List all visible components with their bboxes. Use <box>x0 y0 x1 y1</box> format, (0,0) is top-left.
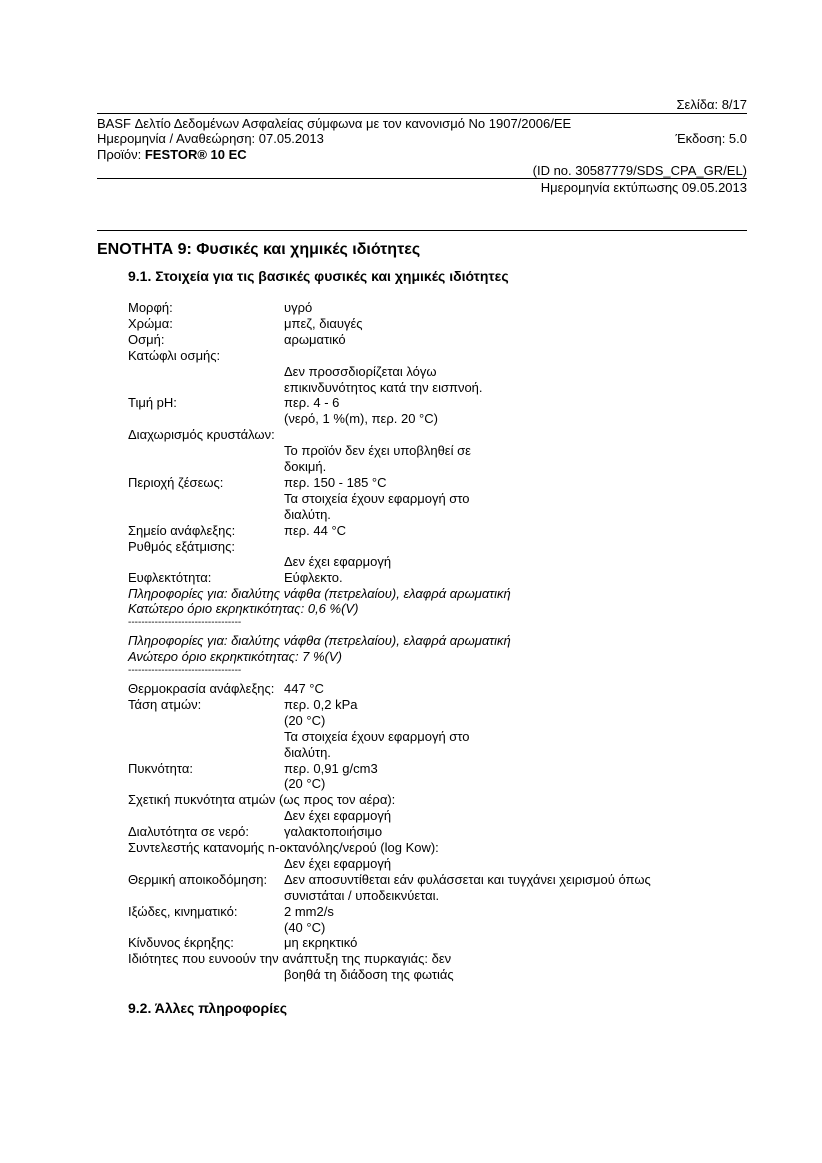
document-title: BASF Δελτίο Δεδομένων Ασφαλείας σύμφωνα με τον κανονισμό Νο 1907/2006/ΕΕ <box>97 116 572 131</box>
property-label: Περιοχή ζέσεως: <box>128 474 224 490</box>
property-label: Ιδιότητες που ευνοούν την ανάπτυξη της πυρκαγιάς: δεν <box>128 951 452 967</box>
property-row <box>128 792 748 808</box>
property-row <box>128 427 748 443</box>
property-row <box>128 904 748 920</box>
property-row <box>128 776 748 792</box>
property-label: Τιμή pH: <box>128 395 177 411</box>
property-value: Δεν έχει εφαρμογή <box>284 554 392 570</box>
property-row <box>128 697 748 713</box>
property-value: Δεν έχει εφαρμογή <box>284 808 392 824</box>
version: Έκδοση: 5.0 <box>675 131 747 146</box>
property-value: βοηθά τη διάδοση της φωτιάς <box>284 967 454 983</box>
property-value: (νερό, 1 %(m), περ. 20 °C) <box>284 411 438 427</box>
property-row <box>128 459 748 475</box>
property-row <box>128 316 748 332</box>
property-value: Το προϊόν δεν έχει υποβληθεί σε <box>284 443 471 459</box>
property-row <box>128 300 748 316</box>
property-row <box>128 507 748 523</box>
property-label: Ιξώδες, κινηματικό: <box>128 903 238 919</box>
info-1-separator: ---------------------------------- <box>128 617 242 628</box>
property-value: Εύφλεκτο. <box>284 570 343 586</box>
property-label: Θερμοκρασία ανάφλεξης: <box>128 681 275 696</box>
product-prefix: Προϊόν: <box>97 147 145 162</box>
property-value: Τα στοιχεία έχουν εφαρμογή στο <box>284 490 470 506</box>
property-row <box>128 872 748 888</box>
property-label: Οσμή: <box>128 331 165 347</box>
property-value: γαλακτοποιήσιμο <box>284 824 383 840</box>
property-label: Κατώφλι οσμής: <box>128 347 221 363</box>
revision-date: Ημερομηνία / Αναθεώρηση: 07.05.2013 <box>97 131 324 146</box>
property-value: μη εκρηκτικό <box>284 935 358 951</box>
info-2-line-2: Ανώτερο όριο εκρηκτικότητας: 7 %(V) <box>128 649 342 664</box>
property-row <box>128 364 748 380</box>
property-label: Διαλυτότητα σε νερό: <box>128 824 249 840</box>
info-2-line-1: Πληροφορίες για: διαλύτης νάφθα (πετρελαίου), ελαφρά αρωματική <box>128 633 511 648</box>
property-row <box>128 951 748 967</box>
property-value: μπεζ, διαυγές <box>284 315 363 331</box>
property-value: περ. 44 °C <box>284 522 347 538</box>
property-value: συνιστάται / υποδεικνύεται. <box>284 887 440 903</box>
section-title: ΕΝΟΤΗΤΑ 9: Φυσικές και χημικές ιδιότητες <box>97 241 421 258</box>
property-row <box>128 475 748 491</box>
property-value: περ. 150 - 185 °C <box>284 474 387 490</box>
property-label: Ευφλεκτότητα: <box>128 570 212 586</box>
header-rule-mid <box>97 178 747 179</box>
property-row <box>128 380 748 396</box>
property-value: αρωματικό <box>284 331 346 347</box>
property-row <box>128 888 748 904</box>
property-row <box>128 824 748 840</box>
property-row <box>128 332 748 348</box>
property-value: επικινδυνότητος κατά την εισπνοή. <box>284 379 483 395</box>
property-label: Τάση ατμών: <box>128 696 202 712</box>
property-row <box>128 443 748 459</box>
subsection-title-9-1: 9.1. Στοιχεία για τις βασικές φυσικές και χημικές ιδιότητες <box>128 268 509 284</box>
property-label: Μορφή: <box>128 300 173 315</box>
property-label: Θερμική αποικοδόμηση: <box>128 871 268 887</box>
property-label: Κίνδυνος έκρηξης: <box>128 935 234 951</box>
property-value: περ. 4 - 6 <box>284 395 340 411</box>
property-value: (20 °C) <box>284 712 326 728</box>
property-value: δοκιμή. <box>284 459 327 474</box>
property-row <box>128 920 748 936</box>
info-1-line-1: Πληροφορίες για: διαλύτης νάφθα (πετρελαίου), ελαφρά αρωματική <box>128 586 511 601</box>
property-row <box>128 570 748 586</box>
property-row <box>128 729 748 745</box>
info-1-line-2: Κατώτερο όριο εκρηκτικότητας: 0,6 %(V) <box>128 601 359 616</box>
property-row <box>128 554 748 570</box>
property-row <box>128 967 748 983</box>
property-value: Δεν έχει εφαρμογή <box>284 855 392 871</box>
property-row <box>128 523 748 539</box>
property-value: 2 mm2/s <box>284 903 334 919</box>
property-value: διαλύτη. <box>284 506 331 522</box>
property-value: περ. 0,2 kPa <box>284 696 358 712</box>
subsection-title-9-2: 9.2. Άλλες πληροφορίες <box>128 1000 288 1016</box>
document-id: (ID no. 30587779/SDS_CPA_GR/EL) <box>532 163 747 178</box>
print-date: Ημερομηνία εκτύπωσης 09.05.2013 <box>540 180 747 195</box>
property-row <box>128 745 748 761</box>
property-value: Δεν αποσυντίθεται εάν φυλάσσεται και τυγχάνει χειρισμού όπως <box>284 871 651 887</box>
property-row <box>128 856 748 872</box>
property-value: 447 °C <box>284 681 324 696</box>
property-row <box>128 761 748 777</box>
product-name: FESTOR® 10 EC <box>144 147 247 162</box>
property-row <box>128 395 748 411</box>
section-rule <box>97 230 747 231</box>
property-value: (20 °C) <box>284 776 326 792</box>
page-number: Σελίδα: 8/17 <box>676 97 747 112</box>
property-label: Σημείο ανάφλεξης: <box>128 522 236 538</box>
property-label: Διαχωρισμός κρυστάλων: <box>128 427 275 443</box>
property-label: Ρυθμός εξάτμισης: <box>128 538 236 554</box>
product-line <box>97 147 247 163</box>
property-label: Σχετική πυκνότητα ατμών (ως προς τον αέρα): <box>128 792 396 808</box>
property-value: υγρό <box>284 300 313 315</box>
property-value: (40 °C) <box>284 919 326 935</box>
property-row <box>128 491 748 507</box>
property-label: Συντελεστής κατανομής n-οκτανόλης/νερού (log Kow): <box>128 840 439 855</box>
header-rule-top <box>97 113 747 114</box>
property-value: Τα στοιχεία έχουν εφαρμογή στο <box>284 728 470 744</box>
property-row <box>128 411 748 427</box>
property-row <box>128 840 748 856</box>
property-label: Πυκνότητα: <box>128 760 193 776</box>
property-value: Δεν προσσδιορίζεται λόγω <box>284 363 437 379</box>
property-value: περ. 0,91 g/cm3 <box>284 760 378 776</box>
property-row <box>128 935 748 951</box>
property-value: διαλύτη. <box>284 744 331 760</box>
info-2-separator: ---------------------------------- <box>128 665 242 676</box>
property-label: Χρώμα: <box>128 315 173 331</box>
property-row <box>128 681 748 697</box>
property-row <box>128 713 748 729</box>
property-row <box>128 348 748 364</box>
property-row <box>128 539 748 555</box>
property-row <box>128 808 748 824</box>
